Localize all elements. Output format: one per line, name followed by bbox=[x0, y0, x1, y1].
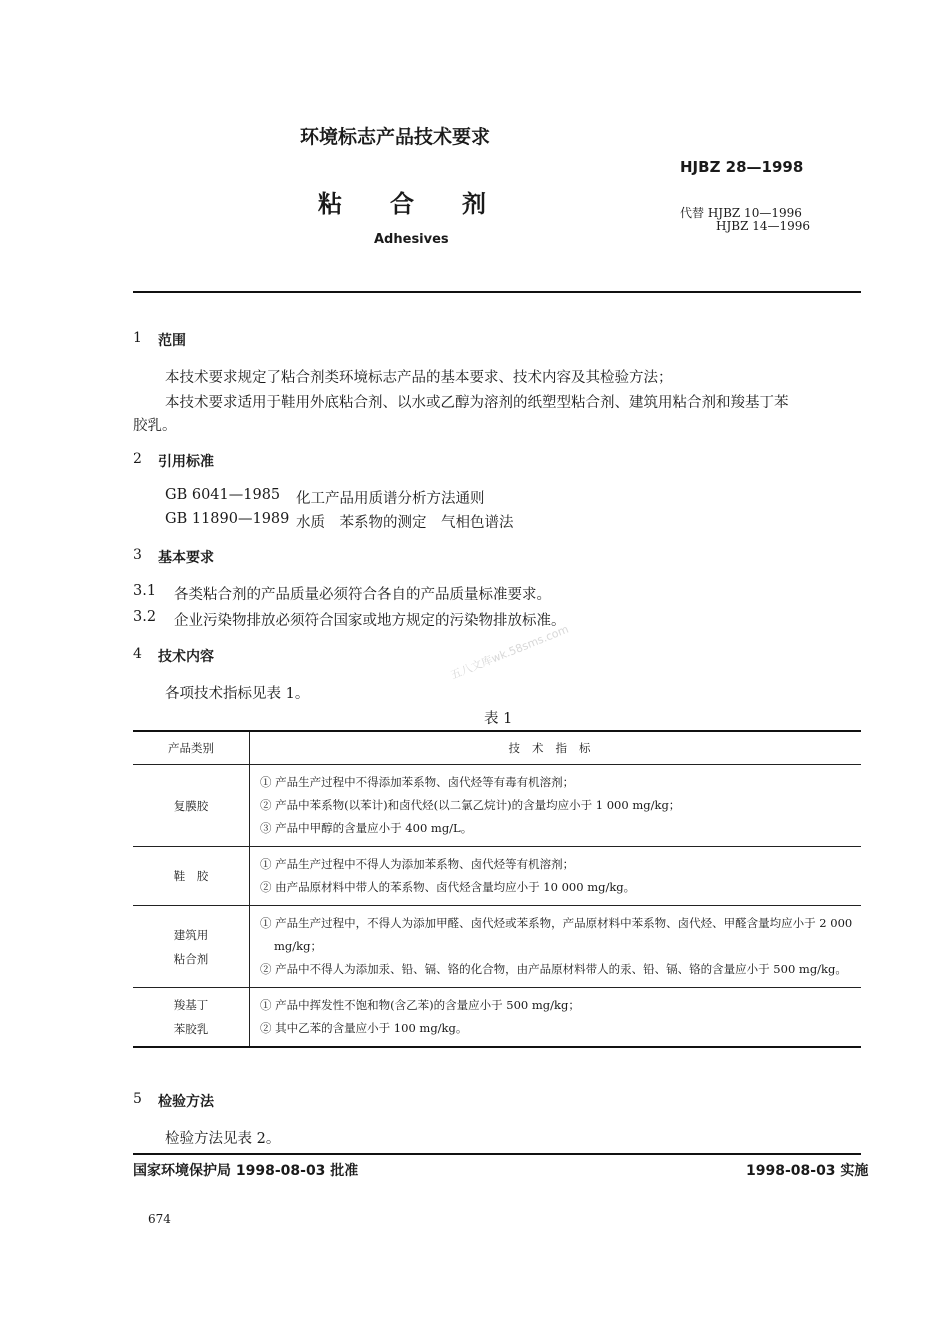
replaces-line-1: 代替 HJBZ 10—1996 bbox=[680, 206, 802, 220]
category-cell bbox=[133, 988, 250, 1048]
category-label: 建筑用 bbox=[173, 927, 209, 942]
category-label: 苯胶乳 bbox=[173, 1022, 209, 1036]
indicator-item: ① 产品中挥发性不饱和物(含乙苯)的含量应小于 500 mg/kg； bbox=[260, 998, 580, 1012]
clause-number: 3.1 bbox=[133, 583, 157, 599]
section-3-heading: 基本要求 bbox=[158, 550, 214, 566]
table-row bbox=[133, 906, 861, 988]
indicator-item: ① 产品生产过程中不得添加苯系物、卤代烃等有毒有机溶剂； bbox=[260, 775, 575, 789]
section-4-heading: 技术内容 bbox=[158, 649, 214, 665]
section-4-intro: 各项技术指标见表 1。 bbox=[165, 686, 310, 702]
indicator-cell bbox=[250, 906, 862, 988]
replaces-line-2: HJBZ 14—1996 bbox=[716, 219, 811, 233]
clause-text: 各类粘合剂的产品质量必须符合各自的产品质量标准要求。 bbox=[174, 587, 551, 603]
document-supertitle: 环境标志产品技术要求 bbox=[300, 126, 491, 148]
indicator-cell bbox=[250, 988, 862, 1048]
indicator-cell bbox=[250, 847, 862, 906]
section-2-heading: 引用标准 bbox=[158, 454, 214, 470]
section-2-number: 2 bbox=[133, 451, 142, 467]
category-cell bbox=[133, 906, 250, 988]
section-4-number: 4 bbox=[133, 646, 142, 662]
clause-text: 企业污染物排放必须符合国家或地方规定的污染物排放标准。 bbox=[174, 613, 566, 629]
section-5-intro: 检验方法见表 2。 bbox=[165, 1131, 281, 1147]
reference-title: 化工产品用质谱分析方法通则 bbox=[296, 491, 485, 507]
english-title: Adhesives bbox=[374, 232, 449, 247]
document-title: 粘合剂 bbox=[318, 190, 534, 218]
indicator-item: ② 产品中不得人为添加汞、铅、镉、铬的化合物，由产品原材料带人的汞、铅、镉、铬的含量应小于 500 mg/kg。 bbox=[260, 962, 847, 976]
indicator-item: ② 产品中苯系物(以苯计)和卤代烃(以二氯乙烷计)的含量均应小于 1 000 mg/kg； bbox=[260, 798, 681, 812]
category-label: 粘合剂 bbox=[173, 951, 209, 966]
category-label: 鞋 胶 bbox=[173, 869, 209, 883]
table-1 bbox=[133, 730, 861, 1048]
reference-code: GB 11890—1989 bbox=[165, 511, 290, 527]
reference-title: 水质 苯系物的测定 气相色谱法 bbox=[296, 515, 514, 531]
indicator-item: ① 产品生产过程中不得人为添加苯系物、卤代烃等有机溶剂； bbox=[260, 857, 575, 871]
page-number: 674 bbox=[148, 1212, 171, 1226]
reference-code: GB 6041—1985 bbox=[165, 487, 281, 503]
table-row bbox=[133, 847, 861, 906]
header-rule bbox=[133, 291, 861, 293]
column-header-indicators: 技术指标 bbox=[250, 731, 862, 765]
section-5-heading: 检验方法 bbox=[158, 1094, 214, 1110]
indicator-item: ② 由产品原材料中带人的苯系物、卤代烃含量均应小于 10 000 mg/kg。 bbox=[260, 880, 636, 894]
watermark: 五八文库wk.58sms.com bbox=[448, 622, 571, 682]
table-row bbox=[133, 988, 861, 1048]
table-header-row bbox=[133, 731, 861, 765]
category-cell bbox=[133, 847, 250, 906]
section-1-number: 1 bbox=[133, 330, 142, 346]
section-3-number: 3 bbox=[133, 547, 142, 563]
category-label: 复膜胶 bbox=[173, 798, 209, 813]
clause-number: 3.2 bbox=[133, 609, 157, 625]
indicator-item: ① 产品生产过程中，不得人为添加甲醛、卤代烃或苯系物，产品原材料中苯系物、卤代烃、甲醛含量均应小于 2 000 mg/kg； bbox=[260, 916, 853, 953]
category-cell bbox=[133, 765, 250, 847]
section-1-heading: 范围 bbox=[158, 333, 186, 349]
approval-line: 国家环境保护局 1998-08-03 批准 bbox=[133, 1163, 359, 1179]
effective-date: 1998-08-03 实施 bbox=[746, 1163, 869, 1179]
table-row bbox=[133, 765, 861, 847]
category-label: 羧基丁 bbox=[173, 998, 209, 1012]
standard-code: HJBZ 28—1998 bbox=[680, 158, 804, 176]
section-1-paragraph-1: 本技术要求规定了粘合剂类环境标志产品的基本要求、技术内容及其检验方法； bbox=[165, 370, 673, 386]
section-1-paragraph-2: 本技术要求适用于鞋用外底粘合剂、以水或乙醇为溶剂的纸塑型粘合剂、建筑用粘合剂和羧基丁苯 bbox=[165, 395, 789, 411]
indicator-item: ③ 产品中甲醇的含量应小于 400 mg/L。 bbox=[260, 821, 473, 835]
section-1-paragraph-2-cont: 胶乳。 bbox=[133, 418, 177, 434]
footer-rule bbox=[133, 1153, 861, 1155]
indicator-cell bbox=[250, 765, 862, 847]
table-1-caption: 表 1 bbox=[484, 711, 513, 727]
indicator-item: ② 其中乙苯的含量应小于 100 mg/kg。 bbox=[260, 1021, 468, 1035]
column-header-category: 产品类别 bbox=[133, 731, 250, 765]
section-5-number: 5 bbox=[133, 1091, 142, 1107]
